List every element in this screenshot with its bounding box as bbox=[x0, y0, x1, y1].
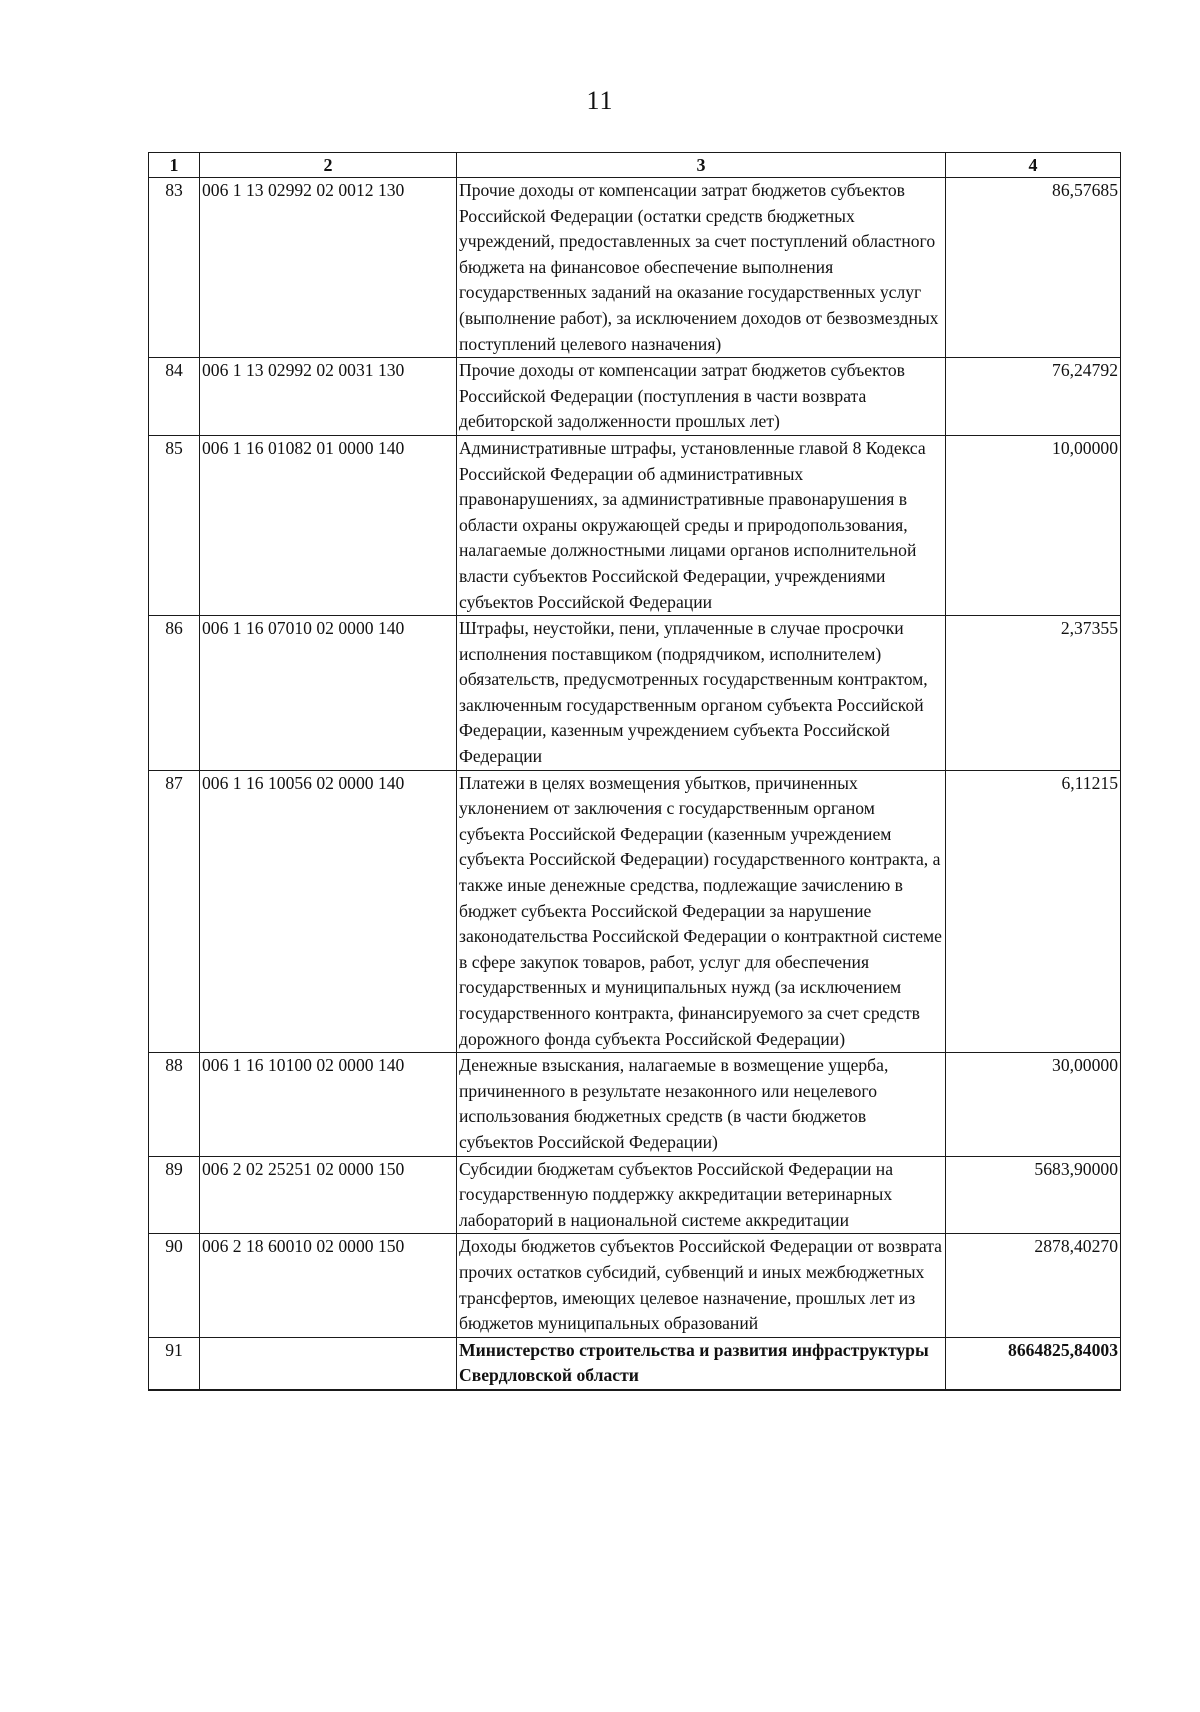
revenue-description: Доходы бюджетов субъектов Российской Федерации от возврата прочих остатков субсидий, субвенций и иных межбюджетных трансфертов, имеющих целевое назначение, прошлых лет из бюджетов муниципальных образований bbox=[457, 1234, 946, 1337]
table-row bbox=[149, 1156, 1121, 1234]
header-col-1: 1 bbox=[149, 153, 200, 178]
table-row bbox=[149, 435, 1121, 615]
budget-code: 006 1 13 02992 02 0031 130 bbox=[200, 358, 457, 436]
amount: 2878,40270 bbox=[946, 1234, 1121, 1337]
table-row bbox=[149, 178, 1121, 358]
header-col-3: 3 bbox=[457, 153, 946, 178]
header-col-2: 2 bbox=[200, 153, 457, 178]
table-row-ministry-total bbox=[149, 1337, 1121, 1390]
table-row bbox=[149, 358, 1121, 436]
table-row bbox=[149, 1234, 1121, 1337]
amount: 5683,90000 bbox=[946, 1156, 1121, 1234]
page-number: 11 bbox=[586, 86, 614, 115]
row-number: 90 bbox=[149, 1234, 200, 1337]
header-col-4: 4 bbox=[946, 153, 1121, 178]
budget-code: 006 1 16 07010 02 0000 140 bbox=[200, 616, 457, 771]
ministry-total-amount: 8664825,84003 bbox=[946, 1337, 1121, 1390]
budget-code: 006 1 13 02992 02 0012 130 bbox=[200, 178, 457, 358]
row-number: 89 bbox=[149, 1156, 200, 1234]
row-number: 84 bbox=[149, 358, 200, 436]
amount: 86,57685 bbox=[946, 178, 1121, 358]
amount: 10,00000 bbox=[946, 435, 1121, 615]
row-number: 91 bbox=[149, 1337, 200, 1390]
row-number: 85 bbox=[149, 435, 200, 615]
budget-code bbox=[200, 1337, 457, 1390]
revenue-description: Платежи в целях возмещения убытков, причиненных уклонением от заключения с государственным органом субъекта Российской Федерации (казенным учреждением субъекта Российской Федерации) государственного контракта, а также иные денежные средства, подлежащие зачислению в бюджет субъекта Российской Федерации за нарушение законодательства Российской Федерации о контрактной системе в сфере закупок товаров, работ, услуг для обеспечения государственных и муниципальных нужд (за исключением государственного контракта, финансируемого за счет средств дорожного фонда субъекта Российской Федерации) bbox=[457, 770, 946, 1053]
row-number: 87 bbox=[149, 770, 200, 1053]
row-number: 86 bbox=[149, 616, 200, 771]
header-row bbox=[149, 153, 1121, 178]
revenue-description: Административные штрафы, установленные главой 8 Кодекса Российской Федерации об административных правонарушениях, за административные правонарушения в области охраны окружающей среды и природопользования, налагаемые должностными лицами органов исполнительной власти субъектов Российской Федерации, учреждениями субъектов Российской Федерации bbox=[457, 435, 946, 615]
revenue-description: Денежные взыскания, налагаемые в возмещение ущерба, причиненного в результате незаконного или нецелевого использования бюджетных средств (в части бюджетов субъектов Российской Федерации) bbox=[457, 1053, 946, 1156]
row-number: 88 bbox=[149, 1053, 200, 1156]
budget-code: 006 2 18 60010 02 0000 150 bbox=[200, 1234, 457, 1337]
revenue-description: Штрафы, неустойки, пени, уплаченные в случае просрочки исполнения поставщиком (подрядчиком, исполнителем) обязательств, предусмотренных государственным контрактом, заключенным государственным органом субъекта Российской Федерации, казенным учреждением субъекта Российской Федерации bbox=[457, 616, 946, 771]
budget-code: 006 1 16 10056 02 0000 140 bbox=[200, 770, 457, 1053]
table-row bbox=[149, 616, 1121, 771]
budget-revenue-table bbox=[148, 152, 1121, 1391]
amount: 76,24792 bbox=[946, 358, 1121, 436]
amount: 30,00000 bbox=[946, 1053, 1121, 1156]
budget-code: 006 1 16 01082 01 0000 140 bbox=[200, 435, 457, 615]
ministry-name: Министерство строительства и развития инфраструктуры Свердловской области bbox=[457, 1337, 946, 1390]
table-row bbox=[149, 770, 1121, 1053]
row-number: 83 bbox=[149, 178, 200, 358]
budget-code: 006 2 02 25251 02 0000 150 bbox=[200, 1156, 457, 1234]
amount: 6,11215 bbox=[946, 770, 1121, 1053]
budget-code: 006 1 16 10100 02 0000 140 bbox=[200, 1053, 457, 1156]
amount: 2,37355 bbox=[946, 616, 1121, 771]
revenue-description: Прочие доходы от компенсации затрат бюджетов субъектов Российской Федерации (остатки средств бюджетных учреждений, предоставленных за счет поступлений областного бюджета на финансовое обеспечение выполнения государственных заданий на оказание государственных услуг (выполнение работ), за исключением доходов от безвозмездных поступлений целевого назначения) bbox=[457, 178, 946, 358]
revenue-description: Прочие доходы от компенсации затрат бюджетов субъектов Российской Федерации (поступления в части возврата дебиторской задолженности прошлых лет) bbox=[457, 358, 946, 436]
revenue-description: Субсидии бюджетам субъектов Российской Федерации на государственную поддержку аккредитации ветеринарных лабораторий в национальной системе аккредитации bbox=[457, 1156, 946, 1234]
table-row bbox=[149, 1053, 1121, 1156]
